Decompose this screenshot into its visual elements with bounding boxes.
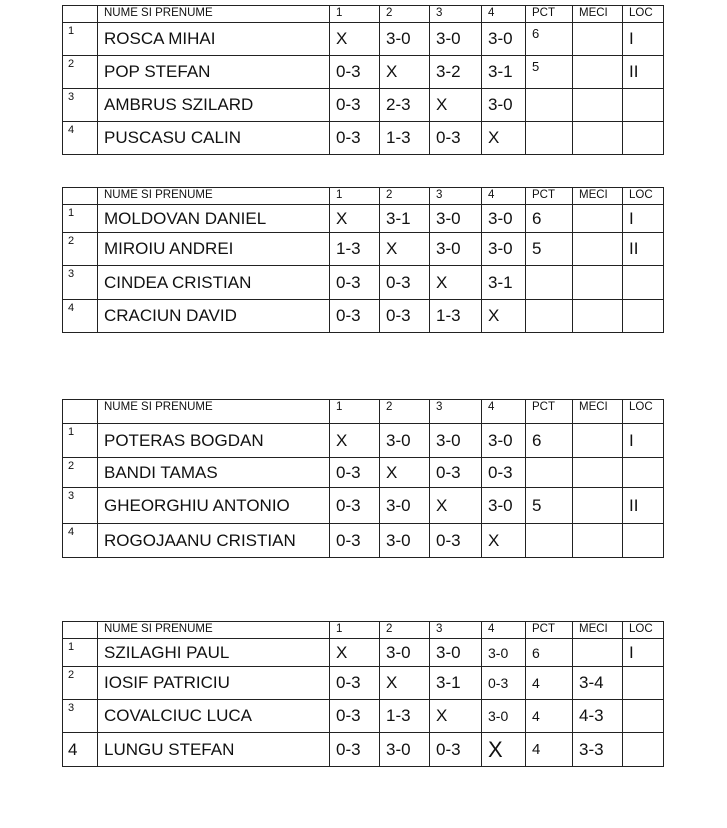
result-vs-1: 0-3 — [330, 266, 380, 300]
result-vs-3: 3-0 — [430, 23, 482, 56]
points: 6 — [526, 205, 573, 233]
header-col-1: 1 — [330, 622, 380, 639]
place — [623, 700, 664, 733]
points: 4 — [526, 667, 573, 700]
result-vs-4: 3-1 — [482, 56, 526, 89]
matches — [573, 458, 623, 488]
place — [623, 300, 664, 333]
result-vs-2: 3-0 — [380, 733, 430, 767]
player-name: POTERAS BOGDAN — [98, 424, 330, 458]
header-col-3: 3 — [430, 188, 482, 205]
header-col-2: 2 — [380, 400, 430, 424]
player-name: COVALCIUC LUCA — [98, 700, 330, 733]
player-name: AMBRUS SZILARD — [98, 89, 330, 122]
table-row — [63, 266, 664, 300]
matches — [573, 205, 623, 233]
points — [526, 89, 573, 122]
header-meci: MECI — [573, 6, 623, 23]
result-vs-3: 0-3 — [430, 733, 482, 767]
result-vs-3: 3-1 — [430, 667, 482, 700]
header-row — [63, 622, 664, 639]
player-name: SZILAGHI PAUL — [98, 639, 330, 667]
result-vs-4: 3-0 — [482, 89, 526, 122]
header-index — [63, 400, 98, 424]
player-name: GHEORGHIU ANTONIO — [98, 488, 330, 524]
matches — [573, 122, 623, 155]
result-vs-2: X — [380, 56, 430, 89]
table-row — [63, 424, 664, 458]
result-vs-4: 0-3 — [482, 458, 526, 488]
result-vs-2: 3-0 — [380, 639, 430, 667]
header-col-3: 3 — [430, 622, 482, 639]
result-vs-1: X — [330, 639, 380, 667]
table-row — [63, 700, 664, 733]
row-index: 4 — [63, 122, 98, 155]
header-name: NUME SI PRENUME — [98, 6, 330, 23]
player-name: LUNGU STEFAN — [98, 733, 330, 767]
result-vs-1: 0-3 — [330, 89, 380, 122]
matches — [573, 56, 623, 89]
place: II — [623, 56, 664, 89]
header-index — [63, 6, 98, 23]
header-col-3: 3 — [430, 400, 482, 424]
matches — [573, 488, 623, 524]
result-vs-2: 1-3 — [380, 122, 430, 155]
group-table-3 — [62, 399, 664, 558]
player-name: BANDI TAMAS — [98, 458, 330, 488]
matches: 4-3 — [573, 700, 623, 733]
header-col-1: 1 — [330, 6, 380, 23]
group-table-2 — [62, 187, 664, 333]
points: 6 — [526, 639, 573, 667]
place — [623, 458, 664, 488]
table-row — [63, 733, 664, 767]
player-name: ROSCA MIHAI — [98, 23, 330, 56]
header-col-4: 4 — [482, 400, 526, 424]
header-loc: LOC — [623, 188, 664, 205]
result-vs-1: X — [330, 424, 380, 458]
table-row — [63, 639, 664, 667]
header-loc: LOC — [623, 622, 664, 639]
result-vs-2: X — [380, 667, 430, 700]
result-vs-1: X — [330, 23, 380, 56]
place — [623, 733, 664, 767]
header-col-2: 2 — [380, 6, 430, 23]
header-pct: PCT — [526, 6, 573, 23]
header-loc: LOC — [623, 400, 664, 424]
place: I — [623, 639, 664, 667]
result-vs-4: 3-0 — [482, 233, 526, 266]
result-vs-3: X — [430, 700, 482, 733]
result-vs-2: 3-1 — [380, 205, 430, 233]
result-vs-4: 3-1 — [482, 266, 526, 300]
row-index: 2 — [63, 458, 98, 488]
result-vs-3: 3-0 — [430, 233, 482, 266]
table-row — [63, 89, 664, 122]
table-row — [63, 56, 664, 89]
result-vs-1: 0-3 — [330, 700, 380, 733]
result-vs-3: X — [430, 488, 482, 524]
header-col-4: 4 — [482, 188, 526, 205]
result-vs-1: 0-3 — [330, 488, 380, 524]
result-vs-1: 0-3 — [330, 733, 380, 767]
points: 6 — [526, 23, 573, 56]
result-vs-3: 1-3 — [430, 300, 482, 333]
result-vs-1: 1-3 — [330, 233, 380, 266]
header-index — [63, 188, 98, 205]
matches — [573, 266, 623, 300]
result-vs-3: 3-0 — [430, 205, 482, 233]
points — [526, 266, 573, 300]
matches — [573, 89, 623, 122]
matches — [573, 639, 623, 667]
player-name: PUSCASU CALIN — [98, 122, 330, 155]
header-pct: PCT — [526, 188, 573, 205]
result-vs-3: 0-3 — [430, 122, 482, 155]
header-meci: MECI — [573, 188, 623, 205]
place — [623, 524, 664, 558]
result-vs-4: 3-0 — [482, 205, 526, 233]
table-row — [63, 488, 664, 524]
result-vs-4: X — [482, 733, 526, 767]
result-vs-2: X — [380, 458, 430, 488]
header-name: NUME SI PRENUME — [98, 188, 330, 205]
result-vs-2: X — [380, 233, 430, 266]
result-vs-2: 3-0 — [380, 524, 430, 558]
result-vs-3: 3-2 — [430, 56, 482, 89]
points — [526, 300, 573, 333]
header-loc: LOC — [623, 6, 664, 23]
result-vs-3: X — [430, 89, 482, 122]
table-row — [63, 23, 664, 56]
row-index: 1 — [63, 424, 98, 458]
result-vs-1: 0-3 — [330, 122, 380, 155]
header-col-2: 2 — [380, 188, 430, 205]
matches — [573, 23, 623, 56]
row-index: 1 — [63, 205, 98, 233]
place: I — [623, 205, 664, 233]
player-name: CINDEA CRISTIAN — [98, 266, 330, 300]
place — [623, 89, 664, 122]
result-vs-2: 3-0 — [380, 488, 430, 524]
table-row — [63, 122, 664, 155]
table-row — [63, 524, 664, 558]
header-name: NUME SI PRENUME — [98, 400, 330, 424]
points: 5 — [526, 56, 573, 89]
result-vs-1: 0-3 — [330, 56, 380, 89]
result-vs-3: X — [430, 266, 482, 300]
header-pct: PCT — [526, 400, 573, 424]
header-name: NUME SI PRENUME — [98, 622, 330, 639]
header-col-3: 3 — [430, 6, 482, 23]
header-col-2: 2 — [380, 622, 430, 639]
table-row — [63, 458, 664, 488]
result-vs-4: 3-0 — [482, 700, 526, 733]
row-index: 3 — [63, 89, 98, 122]
result-vs-4: X — [482, 122, 526, 155]
result-vs-2: 3-0 — [380, 424, 430, 458]
row-index: 4 — [63, 733, 98, 767]
result-vs-4: 3-0 — [482, 424, 526, 458]
result-vs-3: 0-3 — [430, 524, 482, 558]
matches — [573, 300, 623, 333]
player-name: CRACIUN DAVID — [98, 300, 330, 333]
points — [526, 122, 573, 155]
result-vs-1: 0-3 — [330, 458, 380, 488]
header-row — [63, 6, 664, 23]
result-vs-4: X — [482, 300, 526, 333]
points — [526, 458, 573, 488]
result-vs-3: 3-0 — [430, 639, 482, 667]
points — [526, 524, 573, 558]
header-pct: PCT — [526, 622, 573, 639]
player-name: IOSIF PATRICIU — [98, 667, 330, 700]
result-vs-2: 1-3 — [380, 700, 430, 733]
player-name: MOLDOVAN DANIEL — [98, 205, 330, 233]
result-vs-2: 3-0 — [380, 23, 430, 56]
result-vs-4: 3-0 — [482, 23, 526, 56]
player-name: POP STEFAN — [98, 56, 330, 89]
table-row — [63, 233, 664, 266]
result-vs-4: 3-0 — [482, 488, 526, 524]
points: 6 — [526, 424, 573, 458]
matches — [573, 524, 623, 558]
header-row — [63, 400, 664, 424]
points: 5 — [526, 233, 573, 266]
points: 4 — [526, 733, 573, 767]
header-col-1: 1 — [330, 188, 380, 205]
row-index: 2 — [63, 233, 98, 266]
group-table-4 — [62, 621, 664, 767]
header-col-1: 1 — [330, 400, 380, 424]
place: II — [623, 488, 664, 524]
result-vs-2: 0-3 — [380, 266, 430, 300]
row-index: 2 — [63, 667, 98, 700]
row-index: 2 — [63, 56, 98, 89]
header-col-4: 4 — [482, 6, 526, 23]
group-table-1 — [62, 5, 664, 155]
place — [623, 667, 664, 700]
row-index: 1 — [63, 639, 98, 667]
header-col-4: 4 — [482, 622, 526, 639]
row-index: 3 — [63, 266, 98, 300]
row-index: 3 — [63, 700, 98, 733]
table-row — [63, 667, 664, 700]
result-vs-4: 3-0 — [482, 639, 526, 667]
place: I — [623, 23, 664, 56]
row-index: 4 — [63, 300, 98, 333]
matches: 3-3 — [573, 733, 623, 767]
result-vs-3: 0-3 — [430, 458, 482, 488]
place: II — [623, 233, 664, 266]
table-row — [63, 300, 664, 333]
row-index: 1 — [63, 23, 98, 56]
result-vs-1: 0-3 — [330, 667, 380, 700]
points: 4 — [526, 700, 573, 733]
matches — [573, 424, 623, 458]
player-name: MIROIU ANDREI — [98, 233, 330, 266]
place — [623, 266, 664, 300]
table-row — [63, 205, 664, 233]
header-meci: MECI — [573, 622, 623, 639]
row-index: 4 — [63, 524, 98, 558]
matches: 3-4 — [573, 667, 623, 700]
result-vs-3: 3-0 — [430, 424, 482, 458]
result-vs-1: X — [330, 205, 380, 233]
result-vs-2: 2-3 — [380, 89, 430, 122]
header-meci: MECI — [573, 400, 623, 424]
place — [623, 122, 664, 155]
result-vs-1: 0-3 — [330, 300, 380, 333]
player-name: ROGOJAANU CRISTIAN — [98, 524, 330, 558]
row-index: 3 — [63, 488, 98, 524]
result-vs-4: X — [482, 524, 526, 558]
header-row — [63, 188, 664, 205]
result-vs-1: 0-3 — [330, 524, 380, 558]
matches — [573, 233, 623, 266]
points: 5 — [526, 488, 573, 524]
header-index — [63, 622, 98, 639]
result-vs-2: 0-3 — [380, 300, 430, 333]
place: I — [623, 424, 664, 458]
result-vs-4: 0-3 — [482, 667, 526, 700]
